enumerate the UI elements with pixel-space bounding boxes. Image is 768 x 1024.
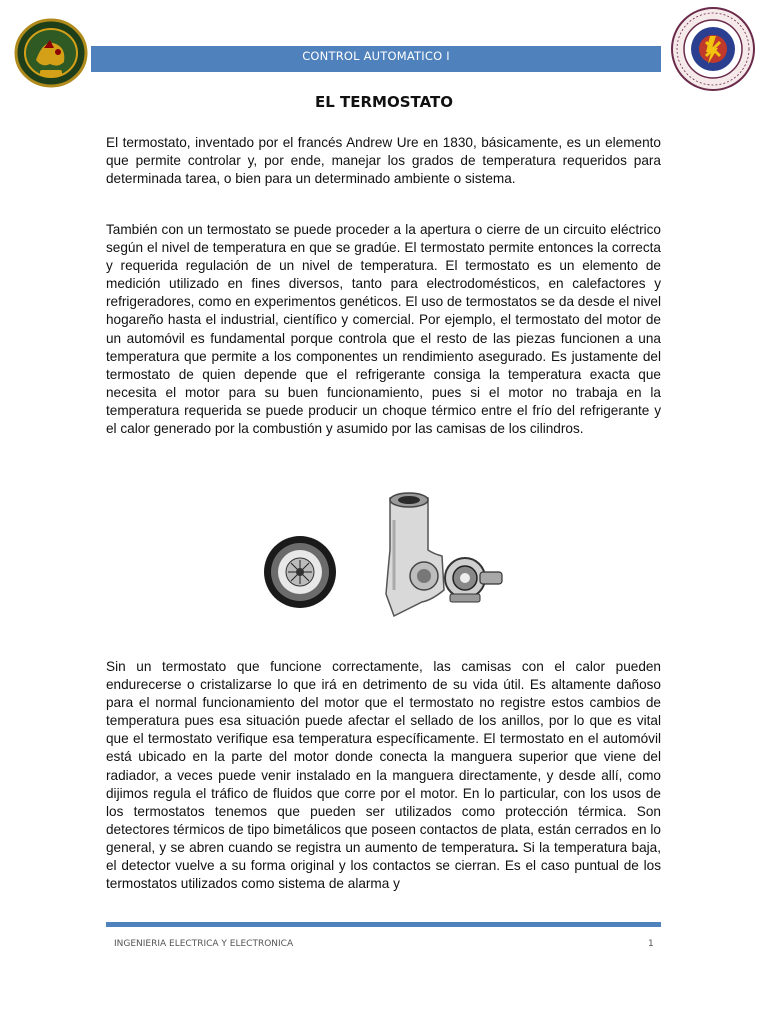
faculty-logo	[670, 6, 756, 92]
paragraph-3	[106, 658, 661, 893]
page-number: 1	[648, 939, 654, 949]
paragraph-2: También con un termostato se puede proceder a la apertura o cierre de un circuito eléctrico según el nivel de temperatura en que se gradúe. El termostato permite entonces la correcta y requerida regulación de un nivel de temperatura. El termostato es un elemento de medición utilizado en fines diversos, tanto para electrodomésticos, en calefactores y refrigeradores, como en experimentos genéticos. El uso de termostatos se da desde el nivel hogareño hasta el industrial, científico y comercial. Por ejemplo, el termostato del motor de un automóvil es fundamental porque controla que el resto de las piezas funcionen a una temperatura que permite a los componentes un rendimiento asegurado. Es justamente del termostato de quien depende que el refrigerante consiga la temperatura exacta que necesita el motor para su buen funcionamiento, pues si el motor no trabaja en la temperatura requerida se puede producir un choque térmico entre el frío del refrigerante y el calor generado por la combustión y asumido por las camisas de los cilindros.	[106, 222, 661, 437]
header-bar	[91, 46, 661, 72]
header-title: CONTROL AUTOMATICO I	[302, 49, 450, 63]
footer-bar	[106, 922, 661, 927]
paragraph-3-part-2: Si la temperatura baja, el detector vuelve a su forma original y los contactos se cierran. Es el caso puntual de los termostatos utilizados como sistema de alarma y	[106, 839, 662, 892]
thermostat-photo-icon	[262, 490, 512, 630]
paragraph-1: El termostato, inventado por el francés Andrew Ure en 1830, básicamente, es un elemento que permite controlar y, por ende, manejar los grados de temperatura requeridos para determinada tarea, o bien para un determinado ambiente o sistema.	[106, 135, 661, 187]
thermostat-figure	[262, 490, 512, 630]
document-title: EL TERMOSTATO	[314, 93, 454, 111]
footer-label: INGENIERIA ELECTRICA Y ELECTRONICA	[114, 939, 294, 949]
paragraph-3-bold-period: .	[514, 839, 519, 855]
university-logo	[14, 18, 88, 88]
paragraph-3-part-1: Sin un termostato que funcione correctamente, las camisas con el calor pueden endurecerse o cristalizarse lo que irá en detrimento de su vida útil. Es altamente dañoso para el normal funcionamiento del motor que el termostato no registre estos cambios de temperatura pues esa situación puede afectar el sellado de los anillos, por lo que es vital que el termostato verifique esa temperatura específicamente. El termostato en el automóvil está ubicado en la parte del motor donde conecta la manguera superior que viene del radiador, a veces puede venir instalado en la manguera directamente, y desde allí, como dijimos regula el tráfico de fluidos que corre por el motor. En lo particular, con los usos de los termostatos tenemos que pueden ser utilizados como protección térmica. Son detectores térmicos de tipo bimetálicos que poseen contactos de plata, están cerrados en lo general, y se abren cuando se registra un aumento de temperatura	[106, 659, 661, 855]
